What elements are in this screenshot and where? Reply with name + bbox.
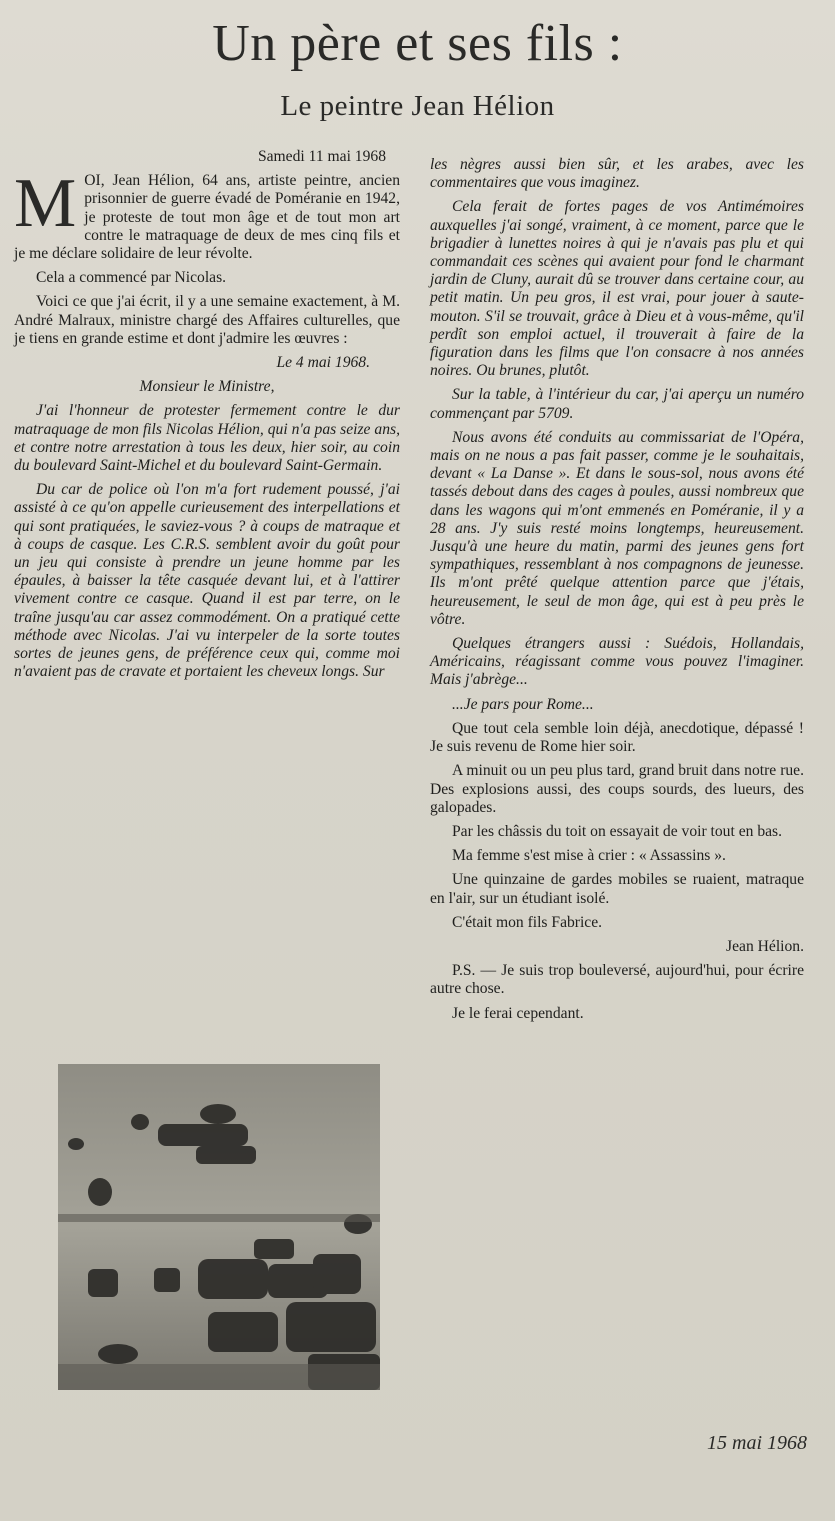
letter-paragraph: Quelques étrangers aussi : Suédois, Hollandais, Américains, réagissant comme vous pouvez l'imaginer. Mais j'abrège... [430, 635, 804, 689]
signature: Jean Hélion. [726, 937, 804, 955]
right-column [430, 156, 804, 1029]
letter-ellipsis: ...Je pars pour Rome... [452, 695, 594, 713]
paragraph: A minuit ou un peu plus tard, grand bruit dans notre rue. Des explosions aussi, des coups sourds, des lueurs, des galopades. [430, 762, 804, 816]
letter-paragraph: J'ai l'honneur de protester fermement contre le dur matraquage de mon fils Nicolas Hélion, qui n'a pas seize ans, et contre notre arrestation à tous les deux, hier soir, au coin du boulevard Saint-Michel et du boulevard Saint-Germain. [14, 402, 400, 475]
article-subtitle: Le peintre Jean Hélion [280, 90, 555, 122]
letter-paragraph: les nègres aussi bien sûr, et les arabes, avec les commentaires que vous imaginez. [430, 156, 804, 192]
postscript: P.S. — Je suis trop bouleversé, aujourd'hui, pour écrire autre chose. [430, 962, 804, 998]
letter-salutation: Monsieur le Ministre, [139, 378, 275, 396]
letter-paragraph: Cela ferait de fortes pages de vos Antimémoires auxquelles j'ai songé, vraiment, à ce moment, parce que le brigadier à lunettes noires à qui je n'avais pas plu et qui commandait ces scènes qui avaient pour fond le charmant jardin de Cluny, aurait dû se trouver dans certaine cour, au petit matin. Un peu gros, il est vrai, pour jouer à saute-mouton. S'il se trouvait, grâce à Dieu et à vous-même, qu'il perdît son emploi actuel, il trouverait à faire de la figuration dans les films que l'on consacre à nos années noires. Ou brunes, plutôt. [430, 198, 804, 380]
paragraph: Voici ce que j'ai écrit, il y a une semaine exactement, à M. André Malraux, ministre chargé des Affaires culturelles, que je tiens en grande estime et dont j'admire les œuvres : [14, 293, 400, 347]
paragraph: Par les châssis du toit on essayait de voir tout en bas. [452, 822, 783, 840]
paragraph: Ma femme s'est mise à crier : « Assassins ». [452, 847, 726, 865]
letter-paragraph: Sur la table, à l'intérieur du car, j'ai aperçu un numéro commençant par 5709. [430, 386, 804, 422]
paragraph: C'était mon fils Fabrice. [452, 913, 603, 931]
letter-date: Le 4 mai 1968. [276, 354, 370, 372]
letter-paragraph: Du car de police où l'on m'a fort rudement poussé, j'ai assisté à ce qu'on appelle curieusement des interpellations et qui sont pratiquées, le saviez-vous ? à coups de matraque et à coups de casque. Les C.R.S. semblent avoir du goût pour un jeu qui consiste à prendre un jeune homme par les épaules, à baisser la tête casquée devant lui, et à l'attirer vivement contre ce casque. Quand il est par terre, on le traîne jusqu'au car assez commodément. On a pratiqué cette méthode avec Nicolas. J'ai vu interpeler de la sorte toutes sortes de jeunes gens, de préférence ceux qui, comme moi n'avaient pas de cravate et portaient les cheveux longs. Sur [14, 481, 400, 681]
letter-paragraph: Nous avons été conduits au commissariat de l'Opéra, mais on ne nous a pas fait passer, comme je le souhaitais, devant « La Danse ». Et dans le sous-sol, nous avons été tassés debout dans des cages à poules, aussi nombreux que dans les wagons qui m'ont emmenés en Poméranie, il y a 28 ans. J'y suis resté moins longtemps, heureusement. Jusqu'à une heure du matin, parmi des jeunes gens fort sympathiques, ressemblant à nos compagnons de jeunesse. Ils m'ont prêté quelque attention parce que j'étais, heureusement, le seul de mon âge, qui est à peu près le vôtre. [430, 428, 804, 628]
paragraph: Une quinzaine de gardes mobiles se ruaient, matraque en l'air, sur un étudiant isolé. [430, 871, 804, 907]
opening-text: OI, Jean Hélion, 64 ans, artiste peintre, ancien prisonnier de guerre évadé de Poméranie en 1942, je proteste de tout mon âge et de tout mon art contre le matraquage de deux de mes cinq fils et je me déclare solidaire de leur révolte. [14, 172, 400, 263]
dateline: Samedi 11 mai 1968 [257, 148, 386, 165]
opening-paragraph [14, 165, 400, 263]
article-title: Un père et ses fils : [212, 15, 623, 72]
drop-cap: M [14, 165, 77, 243]
postscript-closing: Je le ferai cependant. [452, 1004, 584, 1022]
paragraph: Que tout cela semble loin déjà, anecdotique, dépassé ! Je suis revenu de Rome hier soir. [430, 719, 804, 756]
paragraph: Cela a commencé par Nicolas. [36, 269, 227, 287]
publication-date: 15 mai 1968 [707, 1432, 807, 1454]
news-photo [58, 1064, 380, 1390]
crowd-photo-image [58, 1064, 380, 1390]
left-column [14, 148, 400, 687]
